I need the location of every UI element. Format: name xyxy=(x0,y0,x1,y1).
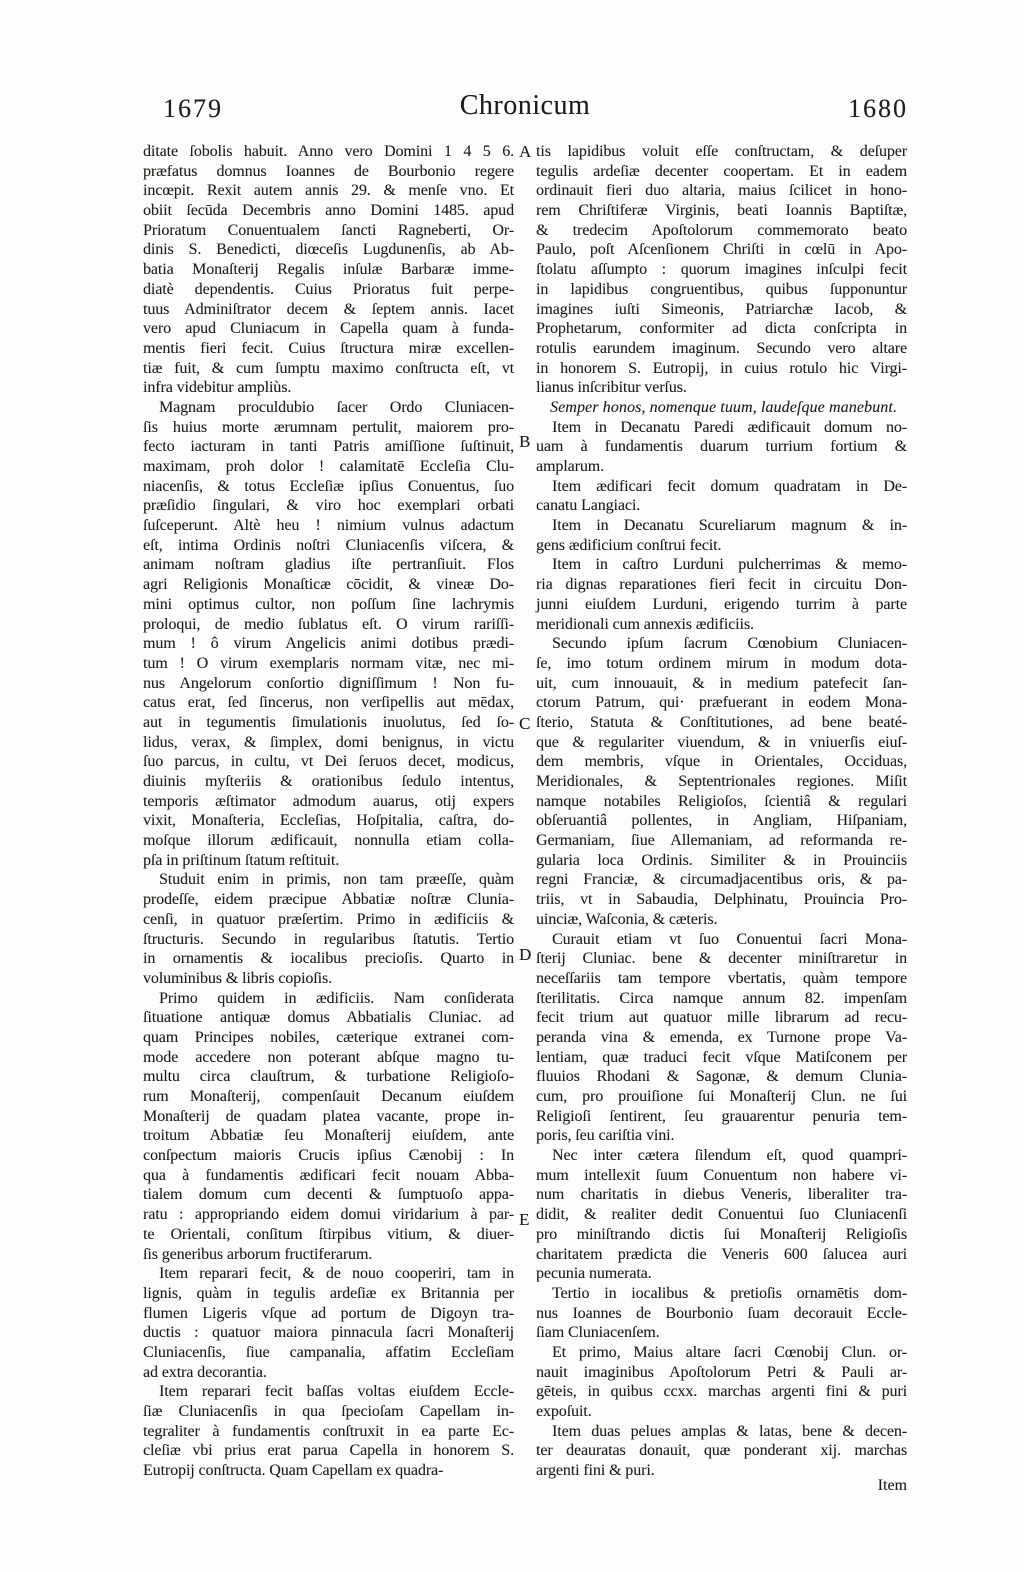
text-line: quam Principes nobiles, cæterique extranei com- xyxy=(143,1028,514,1046)
paragraph xyxy=(143,989,514,1265)
text-line: ſiam Cluniacenſem. xyxy=(536,1324,660,1342)
text-line: Magnam proculdubio ſacer Ordo Cluniacen- xyxy=(159,398,514,416)
paragraph xyxy=(536,555,907,634)
text-line: dem membris, vſque in Orientales, Occiduas, xyxy=(536,753,907,771)
text-line: Item in Decanatu Scureliarum magnum & in- xyxy=(552,517,907,535)
paragraph xyxy=(536,477,907,516)
section-letter-e: E xyxy=(519,1210,530,1229)
text-line: Eutropij conſtructa. Quam Capellam ex quadra- xyxy=(143,1462,444,1480)
paragraph xyxy=(536,930,907,1147)
text-line: animam noſtram gladius iſte pertranſiuit. Flos xyxy=(143,556,514,574)
text-line: maximam, proh dolor ! calamitatē Eccleſia Clu- xyxy=(143,458,514,475)
paragraph xyxy=(536,1422,907,1481)
text-line: Item ædificari fecit domum quadratam in De- xyxy=(552,477,907,495)
text-line: ſis huius morte ærumnam pertulit, maiorem pro- xyxy=(143,418,514,436)
section-letter-b: B xyxy=(519,432,531,451)
text-line: Item duas pelues amplas & latas, bene & decen- xyxy=(552,1422,907,1440)
text-line: lianus inſcribitur verſus. xyxy=(536,379,687,397)
text-line: cenſi, in quatuor præſertim. Primo in ædificiis & xyxy=(143,910,514,928)
text-line: in ornamentis & iocalibus precioſis. Quarto in xyxy=(143,950,514,968)
text-line: temporis æſtimator admodum auarus, otij expers xyxy=(143,792,514,810)
text-line: mentis fieri fecit. Cuius ſtructura miræ excellen- xyxy=(143,339,514,357)
text-line: præſidio ſingulari, & viro hoc exemplari orbati xyxy=(143,497,514,515)
text-line: moſque illorum ædificauit, nonnulla etiam colla- xyxy=(143,832,514,850)
text-line: prodeſſe, eidem præcipue Abbatiæ noſtræ Clunia- xyxy=(143,891,514,909)
text-line: infra videbitur ampliùs. xyxy=(143,379,292,397)
text-line: ſterilitatis. Circa namque annum 82. impenſam xyxy=(536,989,907,1007)
text-line: conſpectum maioris Crucis ipſius Cænobij : In xyxy=(143,1147,514,1165)
text-line: fluuios Rhodani & Sagonæ, & demum Clunia- xyxy=(536,1068,907,1086)
text-line: niacenſis, & totus Eccleſiæ ipſius Conuentus, ſuo xyxy=(143,477,514,495)
text-line: mini optimus cultor, non poſſum ſine lachrymis xyxy=(143,595,514,613)
text-line: vero apud Cluniacum in Capella quam à funda- xyxy=(143,320,514,338)
text-line: incœpit. Rexit autem annis 29. & menſe vno. Et xyxy=(143,182,514,200)
column-number-right: 1680 xyxy=(848,94,908,123)
text-line: ditate ſobolis habuit. Anno vero Domini 1 4 5 6. xyxy=(143,143,514,160)
text-line: Meridionales, & Septentrionales regiones. Miſit xyxy=(536,773,907,790)
text-line: gēteis, in quibus ccxx. marchas argenti fini & puri xyxy=(536,1383,907,1401)
text-line: Tertio in iocalibus & pretioſis ornamētis dom- xyxy=(552,1284,907,1302)
text-line: Secundo ipſum ſacrum Cœnobium Cluniacen- xyxy=(552,635,907,653)
text-line: rotulis earundem imaginum. Secundo vero altare xyxy=(536,339,907,357)
text-line: peranda vina & emenda, ex Turnone prope Va- xyxy=(536,1028,907,1046)
text-line: regni Franciæ, & circumadjacentibus oris, & pa- xyxy=(536,871,907,889)
text-line: cum, pro prouiſione ſui Monaſterij Clun. ne ſui xyxy=(536,1088,907,1105)
text-line: rem Chriſtiferæ Virginis, beati Ioannis Baptiſtæ, xyxy=(536,202,907,220)
text-line: diatè dependentis. Cuius Prioratus fuit perpe- xyxy=(143,280,514,298)
text-line: ria dignas reparationes fieri fecit in circuitu Don- xyxy=(536,576,907,594)
text-line: Prophetarum, conformiter ad dicta conſcripta in xyxy=(536,320,907,338)
text-line: nauit imaginibus Apoſtolorum Petri & Pauli ar- xyxy=(536,1363,907,1381)
text-line: cleſiæ vbi prius erat parua Capella in honorem S. xyxy=(143,1442,514,1460)
text-line: Religioſi ſentirent, ſeu grauarentur penuria tem- xyxy=(536,1107,907,1125)
text-line: tialem domum cum decenti & ſumptuoſo appa- xyxy=(143,1186,514,1204)
paragraph xyxy=(143,142,514,398)
paragraph xyxy=(143,1382,514,1480)
text-line: uinciæ, Waſconia, & cæteris. xyxy=(536,910,718,928)
text-line: Studuit enim in primis, non tam præeſſe, quàm xyxy=(159,871,514,889)
text-line: obſeruantiâ pollentes, in Angliam, Hiſpaniam, xyxy=(536,812,907,830)
catchword: Item xyxy=(877,1477,907,1494)
text-line: eſt, intima Ordinis noſtri Cluniacenſis viſcera, & xyxy=(143,536,514,554)
section-letter-c: C xyxy=(519,714,531,733)
text-column-left xyxy=(143,142,514,1481)
text-line: neceſſariis tam tempore vbertatis, quàm tempore xyxy=(536,969,907,987)
paragraph xyxy=(143,398,514,871)
text-line: tum ! O virum exemplaris normam vitæ, nec mi- xyxy=(143,654,514,672)
text-line: amplarum. xyxy=(536,458,604,475)
text-line: uit, cum innouauit, & in medium patefecit ſan- xyxy=(536,674,907,692)
text-line: ſe, imo totum ordinem mirum in modum dota- xyxy=(536,654,907,672)
text-line: didit, & realiter dedit Conuentui ſuo Cluniacenſi xyxy=(536,1206,907,1224)
text-line: ſuo parcus, in cultu, vt Dei ſeruos decet, modicus, xyxy=(143,753,514,771)
text-line: te Orientali, conſitum ſtirpibus vitium, & diuer- xyxy=(143,1225,514,1243)
text-line: ſtolatu aſſumpto : quorum imagines inſculpi fecit xyxy=(536,261,907,279)
text-line: Nec inter cætera ſilendum eſt, quod quampri- xyxy=(552,1147,907,1165)
text-line: Cluniacenſis, ſiue campanalia, affatim Eccleſiam xyxy=(143,1343,514,1361)
text-line: dinis S. Benedicti, diœceſis Lugdunenſis, ab Ab- xyxy=(143,241,514,259)
column-number-left: 1679 xyxy=(163,94,223,123)
text-line: catus erat, ſed ſincerus, non verſipellis aut mēdax, xyxy=(143,694,514,712)
text-line: in lapidibus congruentibus, quibus ſupponuntur xyxy=(536,280,907,298)
text-line: batia Monaſterij Regalis inſulæ Barbaræ imme- xyxy=(143,261,514,279)
text-line: ctorum Patrum, qui· præfuerant in eodem Mona- xyxy=(536,694,907,712)
text-line: agri Religionis Monaſticæ cōcidit, & vineæ Do- xyxy=(143,576,514,594)
text-line: ſterio, Statuta & Conſtitutiones, ad bene beaté- xyxy=(536,713,907,731)
paragraph xyxy=(536,1146,907,1284)
section-letter-d: D xyxy=(519,945,532,964)
text-line: nus Angelorum conſortio digniſſimum ! Non fu- xyxy=(143,674,514,692)
text-line: meridionali cum annexis ædificiis. xyxy=(536,615,754,633)
text-line: uam à fundamentis duarum turrium fortium & xyxy=(536,438,907,456)
text-line: voluminibus & libris copioſis. xyxy=(143,969,333,987)
text-line: tuus Adminiſtrator decem & ſeptem annis. Iacet xyxy=(143,300,514,318)
text-line: lidus, verax, & ſimplex, domi benignus, in victu xyxy=(143,733,514,751)
text-line: obiit ſecūda Decembris anno Domini 1485. apud xyxy=(143,202,514,220)
paragraph xyxy=(536,142,907,398)
text-line: pecunia numerata. xyxy=(536,1265,652,1283)
text-line: troitum Abbatiæ ſeu Monaſterij eiuſdem, ante xyxy=(143,1127,514,1145)
text-line: que & regulariter viuendum, & in vniuerſis eiuſ- xyxy=(536,733,907,751)
text-line: ratu : appropriando eidem domui viridarium à par- xyxy=(143,1206,514,1224)
text-line: fecto iacturam in tanti Patris amiſſione ſuſtinuit, xyxy=(143,438,514,456)
text-line: ſuſceperunt. Altè heu ! nimium vulnus adactum xyxy=(143,517,514,535)
text-line: qua à fundamentis ædificari fecit nouam Abba- xyxy=(143,1166,514,1184)
text-line: diuinis myſteriis & orationibus ſedulo intentus, xyxy=(143,773,514,790)
text-line: mum intellexit ſuum Conuentum non habere vi- xyxy=(536,1166,907,1184)
text-line: & tredecim Apoſtolorum commemorato beato xyxy=(536,221,907,239)
text-line: ſterij Cluniac. bene & decenter miniſtraretur in xyxy=(536,950,907,968)
paragraph xyxy=(143,870,514,988)
text-line: Item in caſtro Lurduni pulcherrimas & memo- xyxy=(552,556,907,574)
text-line: rum Monaſterij, compenſauit Decanum eiuſdem xyxy=(143,1088,514,1105)
text-line: Monaſterij de quadam platea vacante, prope in- xyxy=(143,1107,514,1125)
text-line: ſis generibus arborum fructiferarum. xyxy=(143,1245,373,1263)
text-line: aut in tegumentis ſimulationis inuolutus, ſed ſo- xyxy=(143,713,514,731)
paragraph xyxy=(536,1343,907,1422)
paragraph xyxy=(536,1284,907,1343)
paragraph xyxy=(536,516,907,555)
running-title: Chronicum xyxy=(459,90,591,121)
text-line: num charitatis in diebus Veneris, liberaliter tra- xyxy=(536,1186,907,1204)
text-line: Primo quidem in ædificiis. Nam conſiderata xyxy=(159,989,514,1007)
text-line: vixit, Monaſteria, Eccleſias, Hoſpitalia, caſtra, do- xyxy=(143,812,514,830)
text-line: ſituatione antiquæ domus Abbatialis Cluniac. ad xyxy=(143,1009,514,1027)
text-line: ad extra decorantia. xyxy=(143,1363,267,1381)
text-line: ſiæ Cluniacenſis in qua ſpecioſam Capellam in- xyxy=(143,1403,514,1420)
text-line: poris, ſeu cariſtia vini. xyxy=(536,1127,675,1145)
text-line: ſtructuris. Secundo in regularibus ſtatutis. Tertio xyxy=(143,930,514,948)
text-line: Paulo, poſt Aſcenſionem Chriſti in cœlū in Apo- xyxy=(536,241,907,259)
text-line: mum ! ô virum Angelicis animi dotibus prædi- xyxy=(143,635,514,653)
text-line: tegraliter à fundamentis conſtruxit in ea parte Ec- xyxy=(143,1422,514,1440)
text-line: argenti fini & puri. xyxy=(536,1462,655,1480)
text-line: ordinauit fieri duo altaria, maius ſcilicet in hono- xyxy=(536,182,907,200)
text-line: triis, vt in Sabaudia, Delphinatu, Prouincia Pro- xyxy=(536,891,907,909)
text-line: lentiam, quæ traduci fecit vſque Matiſconem per xyxy=(536,1048,907,1066)
text-line: Semper honos, nomenque tuum, laudeſque manebunt. xyxy=(550,398,897,416)
text-line: expoſuit. xyxy=(536,1403,592,1420)
text-line: namque notabiles Religioſos, ſcientiâ & regulari xyxy=(536,792,907,810)
text-line: lignis, quàm in tegulis ardeſiæ ex Britannia per xyxy=(143,1284,514,1302)
text-line: gularia loca Ordinis. Similiter & in Prouinciis xyxy=(536,851,907,869)
text-line: canatu Langiaci. xyxy=(536,497,641,515)
section-letter-a: A xyxy=(519,142,532,161)
text-line: gens ædificium conſtrui fecit. xyxy=(536,536,722,554)
text-line: pſa in priſtinum ſtatum reſtituit. xyxy=(143,851,340,869)
text-line: Item reparari fecit, & de nouo cooperiri, tam in xyxy=(159,1265,514,1283)
text-line: Prioratum Conuentualem ſancti Ragneberti, Or- xyxy=(143,221,514,239)
text-line: pro miniſtrando dictis ſui Monaſterij Religioſis xyxy=(536,1225,907,1243)
text-line: charitatem prædicta die Veneris 600 ſalucea auri xyxy=(536,1245,907,1263)
paragraph xyxy=(536,418,907,477)
text-line: junni eiuſdem Lurduni, erigendo turrim à parte xyxy=(536,595,907,613)
text-line: imagines iuſti Simeonis, Patriarchæ Iacob, & xyxy=(536,300,907,318)
text-line: ductis : quatuor maiora pinnacula ſacri Monaſterij xyxy=(143,1324,514,1342)
text-column-right xyxy=(536,142,907,1481)
text-line: Et primo, Maius altare ſacri Cœnobij Clun. or- xyxy=(552,1343,907,1361)
text-line: præfatus domnus Ioannes de Bourbonio regere xyxy=(143,162,514,180)
paragraph xyxy=(536,634,907,929)
text-line: tegulis ardeſiæ decenter coopertam. Et in eadem xyxy=(536,162,907,180)
text-line: tiæ fuit, & cum ſumptu maximo conſtructa eſt, vt xyxy=(143,359,514,377)
text-line: proloqui, de medio ſublatus eſt. O virum rariſſi- xyxy=(143,615,514,633)
text-line: Curauit etiam vt ſuo Conuentui ſacri Mona- xyxy=(552,930,907,948)
paragraph xyxy=(536,398,907,418)
text-line: nus Ioannes de Bourbonio ſuam decorauit Eccle- xyxy=(536,1304,907,1322)
text-line: in honorem S. Eutropij, in cuius rotulo hic Virgi- xyxy=(536,359,907,377)
text-line: tis lapidibus voluit eſſe conſtructam, & deſuper xyxy=(536,143,907,160)
text-line: ter deauratas donauit, quæ ponderant xij. marchas xyxy=(536,1442,907,1460)
text-line: mode accedere non poterant abſque magno tu- xyxy=(143,1048,514,1066)
paragraph xyxy=(143,1264,514,1382)
text-line: fecit trium aut quatuor mille librarum ad recu- xyxy=(536,1009,907,1027)
text-line: Item reparari fecit baſſas voltas eiuſdem Eccle- xyxy=(159,1383,514,1401)
text-line: multu circa clauſtrum, & turbatione Religioſo- xyxy=(143,1068,514,1086)
text-line: Item in Decanatu Paredi ædificauit domum no- xyxy=(552,418,907,436)
text-line: Germaniam, ſiue Allemaniam, ad reformanda re- xyxy=(536,832,907,850)
text-line: flumen Ligeris vſque ad portum de Digoyn tra- xyxy=(143,1304,514,1322)
